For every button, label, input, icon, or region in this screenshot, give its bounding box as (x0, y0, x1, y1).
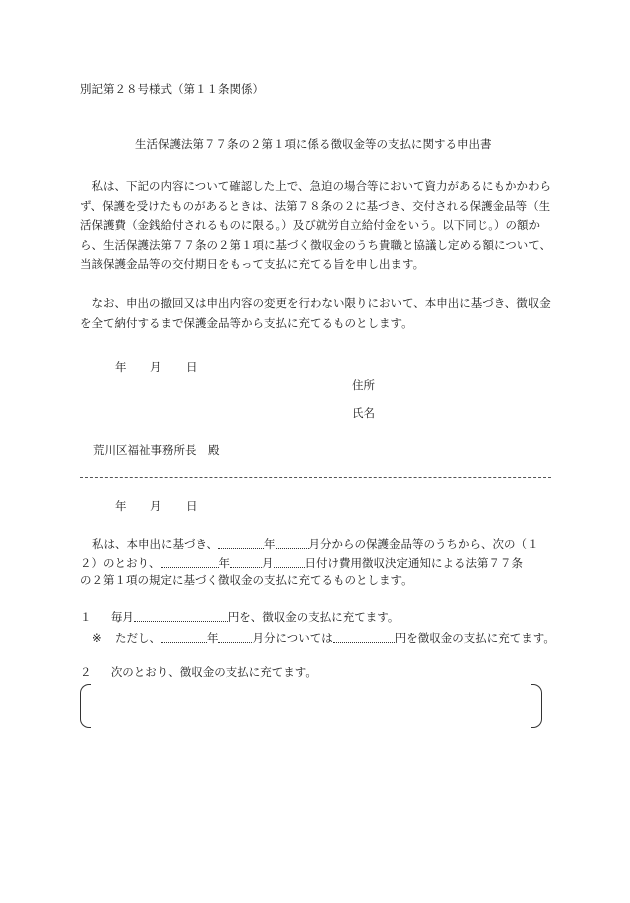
note-text: ただし、 (114, 631, 161, 645)
declaration-paragraph: 私は、下記の内容について確認した上で、急迫の場合等において資力があるにもかかわらず、保護を受けたものがあるときは、法第７８条の２に基づき、交付される保護金品等（生活保護費（金銭給付されるものに限る。）及び就労自立給付金をいう。以下同じ。）の額から、生活保護法第７７条の２第１項に基づく徴収金のうち貴職と協議し定める額について、当該保護金品等の交付期日をもって支払に充てる旨を申し出ます。 (80, 179, 552, 271)
document-title: 生活保護法第７７条の２第１項に係る徴収金等の支払に関する申出書 (135, 137, 492, 151)
decision-month-blank[interactable] (230, 556, 262, 568)
name-label: 氏名 (352, 406, 375, 420)
note-text: 円を徴収金の支払に充てます。 (394, 631, 555, 645)
note-month-blank[interactable] (218, 631, 252, 643)
consent-text: 私は、本申出に基づき、 (92, 537, 219, 551)
item-2 (80, 667, 317, 679)
date-year-label: 年 (115, 499, 127, 513)
note-text: 月分については (252, 631, 333, 645)
item-1 (80, 610, 399, 624)
note-amount-blank[interactable] (333, 631, 395, 643)
left-bracket (80, 684, 91, 728)
year-label: 年 (206, 631, 219, 645)
item-number: １ (80, 610, 92, 624)
decision-day-blank[interactable] (274, 556, 305, 568)
withdrawal-paragraph: なお、申出の撤回又は申出内容の変更を行わない限りにおいて、本申出に基づき、徴収金を全て納付するまで保護金品等から支払に充てるものとします。 (80, 296, 551, 330)
item-1-note (92, 631, 555, 645)
month-label: 月 (262, 556, 274, 570)
item-text: 円を、徴収金の支払に充てます。 (227, 610, 400, 624)
consent-text: 月分からの保護金品等のうちから、次の（１ (308, 537, 539, 551)
item-text: 毎月 (110, 610, 134, 624)
decision-year-blank[interactable] (161, 556, 219, 568)
year-label: 年 (264, 537, 276, 551)
section-divider (80, 477, 551, 478)
consent-line-1 (92, 537, 539, 551)
monthly-amount-blank[interactable] (134, 610, 228, 622)
note-year-blank[interactable] (161, 631, 207, 643)
date-year-label: 年 (115, 360, 127, 374)
note-mark: ※ (92, 631, 102, 645)
start-month-blank[interactable] (276, 537, 309, 549)
consent-text: 日付け費用徴収決定通知による法第７７条 (304, 556, 523, 570)
date-day-label: 日 (186, 499, 198, 513)
consent-line-2 (80, 556, 523, 570)
date-day-label: 日 (186, 360, 198, 374)
address-label: 住所 (352, 378, 375, 392)
date-month-label: 月 (150, 360, 162, 374)
consent-text: ２）のとおり、 (80, 556, 161, 570)
addressee: 荒川区福祉事務所長 殿 (93, 443, 220, 457)
item-text: 次のとおり、徴収金の支払に充てます。 (110, 665, 317, 679)
form-number-label: 別記第２８号様式（第１１条関係） (80, 82, 264, 96)
item-number: ２ (80, 665, 92, 679)
start-year-blank[interactable] (218, 537, 264, 549)
date-month-label: 月 (150, 499, 162, 513)
year-label: 年 (218, 556, 230, 570)
right-bracket (531, 684, 542, 728)
consent-line-3: の２第１項の規定に基づく徴収金の支払に充てるものとします。 (80, 573, 413, 587)
